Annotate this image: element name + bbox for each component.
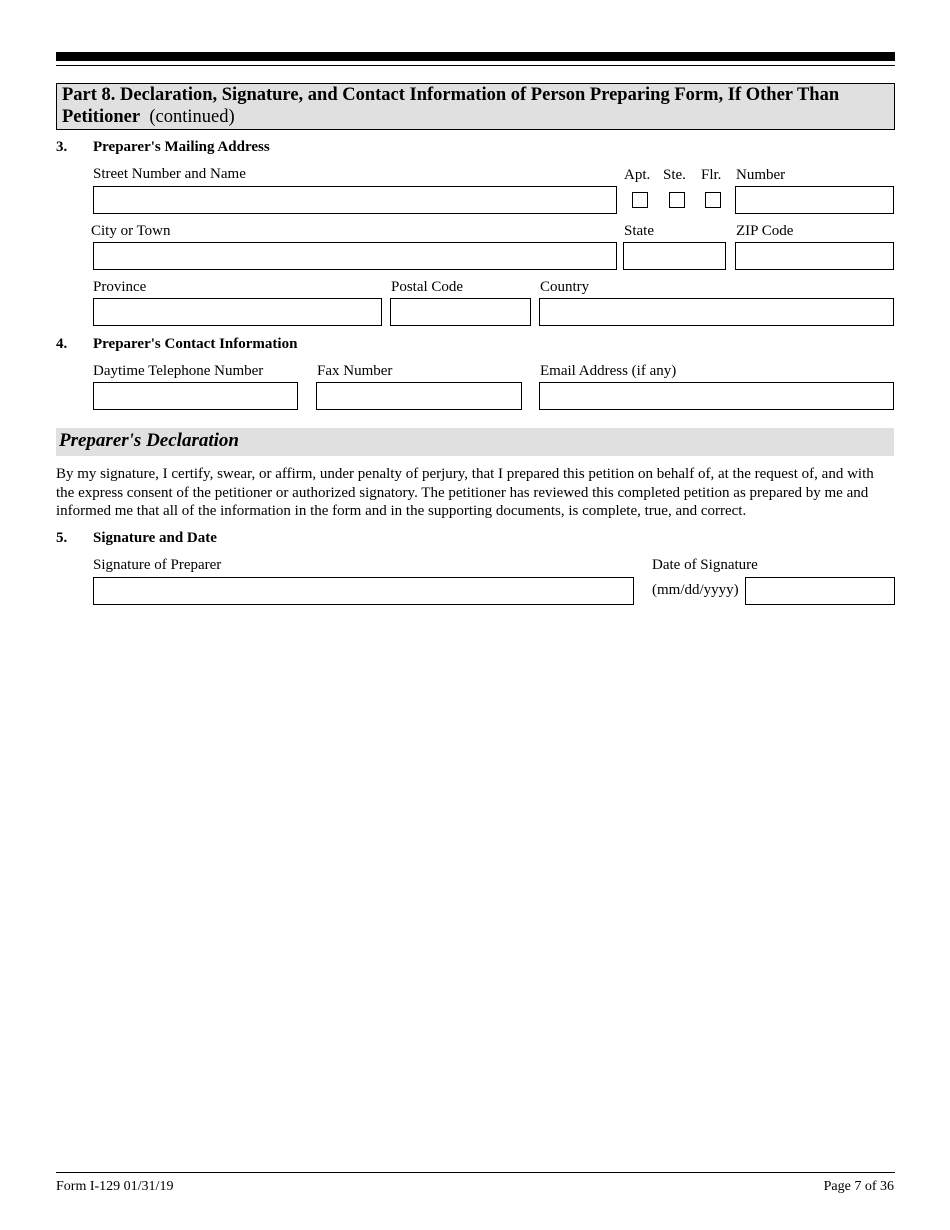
footer-page-number: Page 7 of 36 (823, 1179, 894, 1194)
street-input[interactable] (93, 186, 617, 214)
item-5-number: 5. (56, 530, 68, 546)
country-label: Country (540, 279, 590, 295)
ste-label: Ste. (663, 167, 686, 183)
city-label: City or Town (91, 223, 171, 239)
header-rule-thin (56, 65, 895, 66)
phone-label: Daytime Telephone Number (93, 363, 264, 379)
apt-checkbox[interactable] (632, 192, 648, 208)
signature-label: Signature of Preparer (93, 557, 222, 573)
state-label: State (624, 223, 654, 239)
flr-label: Flr. (701, 167, 722, 183)
ste-checkbox[interactable] (669, 192, 685, 208)
fax-input[interactable] (316, 382, 522, 410)
zip-label: ZIP Code (736, 223, 794, 239)
street-label: Street Number and Name (93, 166, 246, 182)
state-select[interactable] (623, 242, 726, 270)
signature-input[interactable] (93, 577, 634, 605)
date-input[interactable] (745, 577, 895, 605)
part-continued: (continued) (149, 107, 235, 127)
province-input[interactable] (93, 298, 382, 326)
date-label: Date of Signature (652, 557, 758, 573)
postal-label: Postal Code (391, 279, 464, 295)
item-3-title: Preparer's Mailing Address (93, 139, 270, 155)
apt-label: Apt. (624, 167, 651, 183)
item-4-number: 4. (56, 336, 68, 352)
country-input[interactable] (539, 298, 894, 326)
item-3-number: 3. (56, 139, 68, 155)
declaration-text: By my signature, I certify, swear, or affirm, under penalty of perjury, that I prepared this petition on behalf of, at the request of, and with the express consent of the petitioner or authorized signatory. The petitioner has reviewed this completed petition as prepared by me and informed me that all of the information in the form and in the supporting documents, is complete, true, and correct. (56, 466, 874, 519)
zip-input[interactable] (735, 242, 894, 270)
footer-form-id: Form I-129 01/31/19 (56, 1179, 174, 1194)
header-rule-thick (56, 52, 895, 61)
footer-rule (56, 1172, 895, 1173)
item-4-title: Preparer's Contact Information (93, 336, 298, 352)
phone-input[interactable] (93, 382, 298, 410)
part-title-text: Part 8. Declaration, Signature, and Contact Information of Person Preparing Form, If Other Than Petitioner (62, 85, 840, 127)
fax-label: Fax Number (317, 363, 393, 379)
item-5-title: Signature and Date (93, 530, 217, 546)
flr-checkbox[interactable] (705, 192, 721, 208)
part-title (62, 84, 892, 128)
email-label: Email Address (if any) (540, 363, 677, 379)
declaration-title: Preparer's Declaration (59, 430, 239, 451)
city-input[interactable] (93, 242, 617, 270)
email-input[interactable] (539, 382, 894, 410)
unit-number-input[interactable] (735, 186, 894, 214)
date-format-hint: (mm/dd/yyyy) (652, 582, 739, 598)
postal-input[interactable] (390, 298, 531, 326)
unit-number-label: Number (736, 167, 786, 183)
province-label: Province (93, 279, 147, 295)
